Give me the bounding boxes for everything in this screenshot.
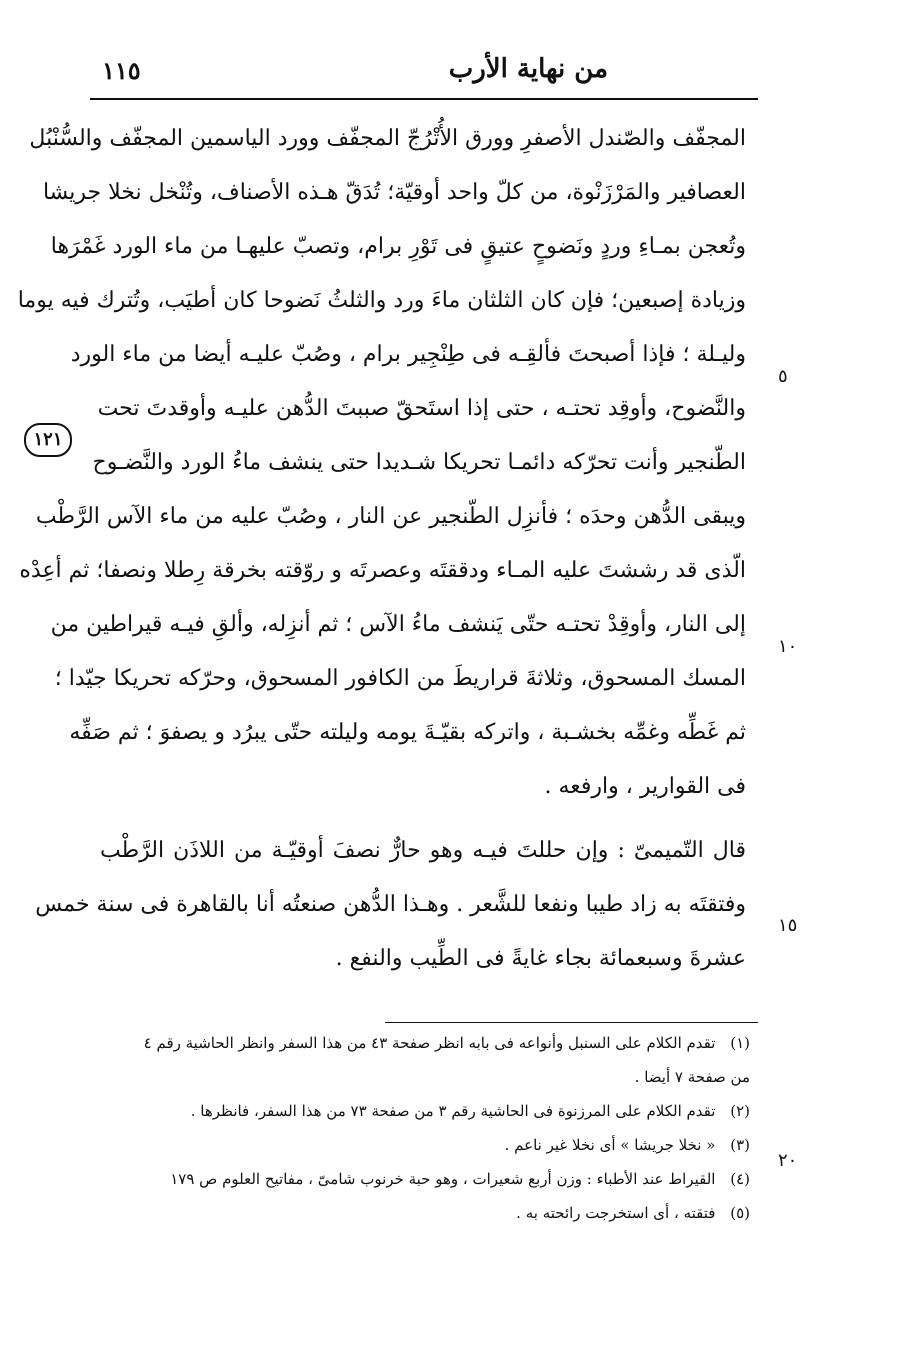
text-line: وليـلة ؛ فإذا أصبحتَ فألقِـه فى طِنْجِير برام ، وصُبّ عليـه أيضا من ماء الورد [70, 342, 746, 367]
footnote-2 [96, 1096, 750, 1130]
footnote-text: تقدم الكلام على السنبل وأنواعه فى بابه انظر صفحة ٤٣ من هذا السفر وانظر الحاشية رقم ٤ [143, 1034, 716, 1052]
footnote-number: (٢) [730, 1102, 750, 1120]
line-number-10: ١٠ [778, 636, 798, 657]
footnotes [96, 1028, 750, 1232]
text-line: وفتقتَه به زاد طيبا ونفعا للشَّعر . وهـذا الدُّهن صنعتُه أنا بالقاهرة فى سنة خمس [35, 892, 746, 917]
text-line: المجفّف والصّندل الأصفرِ وورق الأُتْرُجّ المجفّف وورد الياسمين المجفّف والسُّنْبُل [29, 126, 746, 151]
footnote-3 [96, 1130, 750, 1164]
line-number-5: ٥ [778, 366, 788, 387]
footnote-number: (٤) [730, 1170, 750, 1188]
text-line: الّذى قد رششتَ عليه المـاء ودققتَه وعصرتَه و روّقته بخرقة رِطلا ونصفا؛ ثم أعِدْه [19, 558, 746, 583]
page-number: ١١٥ [102, 56, 141, 85]
footnote-5 [96, 1198, 750, 1232]
footnote-text: « نخلا جريشا » أى نخلا غير ناعم . [504, 1136, 716, 1154]
footnote-text: تقدم الكلام على المرزنوة فى الحاشية رقم ٣ من صفحة ٧٣ من هذا السفر، فانظرها . [190, 1102, 716, 1120]
line-number-20: ٢٠ [778, 1150, 798, 1171]
text-line: ويبقى الدُّهن وحدَه ؛ فأنزِل الطّنجير عن النار ، وصُبّ عليه من ماء الآس الرَّطْب [35, 504, 746, 529]
footnote-1-continuation: من صفحة ٧ أيضا . [634, 1068, 750, 1086]
footnote-text: فتقته ، أى استخرجت رائحته به . [516, 1204, 716, 1222]
footnote-number: (٥) [730, 1204, 750, 1222]
footnote-4 [96, 1164, 750, 1198]
running-title: من نهاية الأرب [448, 54, 608, 84]
text-line: إلى النار، وأوقِدْ تحتـه حتّى يَنشف ماءُ الآس ؛ ثم أنزِله، وألقِ فيـه قيراطين من [50, 612, 746, 637]
header-rule [90, 98, 758, 100]
footnote-number: (١) [730, 1034, 750, 1052]
footnote-1 [96, 1028, 750, 1062]
line-number-15: ١٥ [778, 915, 798, 936]
margin-page-marker: ١٢١ [24, 423, 72, 457]
text-line: وتُعجن بمـاءِ وردٍ ونَضوحٍ عتيقٍ فى تَوْرِ برام، وتصبّ عليهـا من ماء الورد غَمْرَها [50, 234, 746, 259]
text-line: وزيادة إصبعين؛ فإن كان الثلثان ماءَ ورد والثلثُ نَضوحا كان أطيَب، وتُترك فيه يوما [17, 288, 746, 313]
page-header [90, 52, 758, 96]
footnote-rule [385, 1022, 758, 1023]
text-line: ثم غَطِّه وغمِّه بخشـبة ، واتركه بقيّـةَ يومه وليلته حتّى يبرُد و يصفوَ ؛ ثم صَفِّه [69, 720, 746, 745]
text-line: قال التّميمىّ : وإن حللتَ فيـه وهو حارٌّ نصفَ أوقيّـة من اللاذَن الرَّطْب [100, 838, 746, 863]
footnote-number: (٣) [730, 1136, 750, 1154]
text-line: العصافير والمَرْزَنْوة، من كلّ واحد أوقيّة؛ تُدَقّ هـذه الأصناف، وتُنْخل نخلا جريشا [42, 180, 746, 205]
text-line: المسك المسحوق، وثلاثةَ قراريطَ من الكافور المسحوق، وحرّكه تحريكا جيّدا ؛ [54, 666, 746, 691]
text-line: الطّنجير وأنت تحرّكه دائمـا تحريكا شـديدا حتى ينشف ماءُ الورد والنَّضـوح [92, 450, 746, 475]
text-line: فى القوارير ، وارفعه . [544, 774, 746, 799]
text-line: والنَّضوح، وأوقِد تحتـه ، حتى إذا استَحقّ صببتَ الدُّهن عليـه وأوقدتَ تحت [97, 396, 746, 421]
text-line: عشرةَ وسبعمائة بجاء غايةً فى الطِّيب والنفع . [335, 946, 746, 971]
footnote-text: القيراط عند الأطباء : وزن أربع شعيرات ، وهو حبة خرنوب شامىّ ، مفاتيح العلوم ص ١٧٩ [170, 1170, 716, 1188]
